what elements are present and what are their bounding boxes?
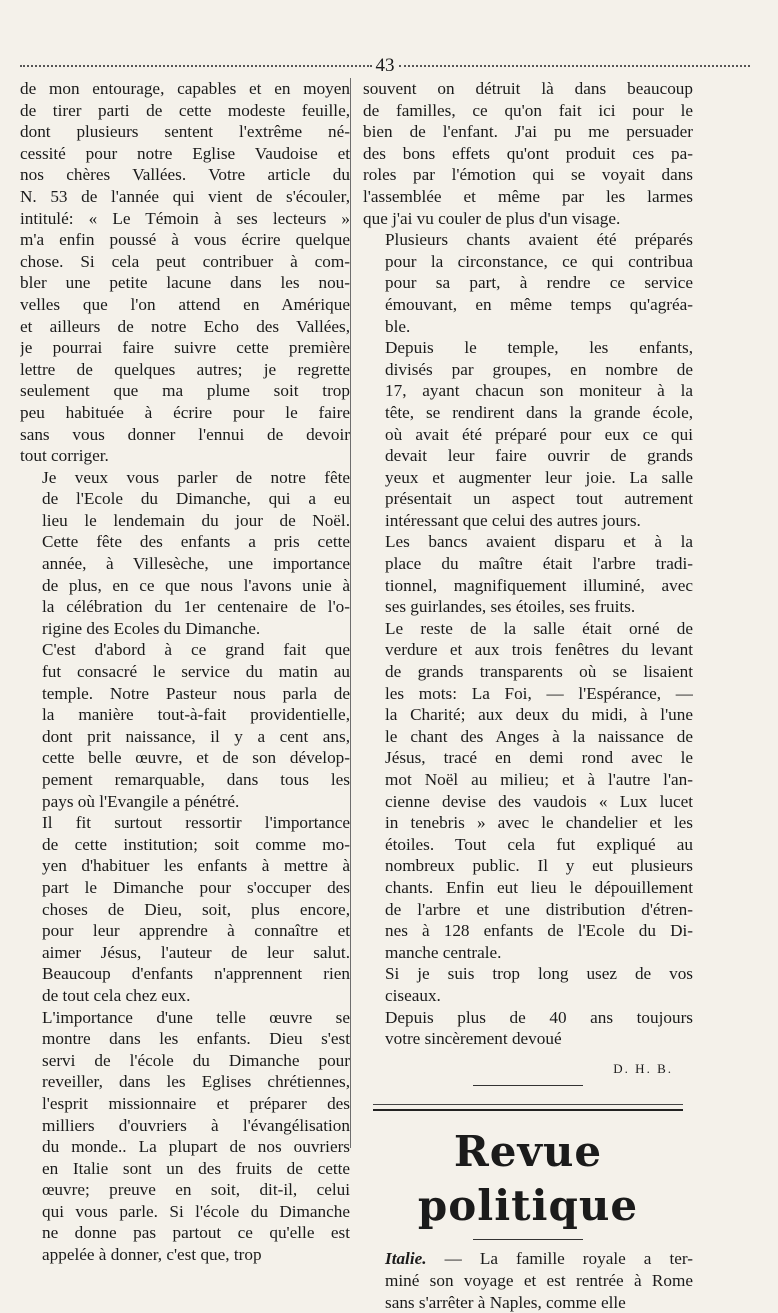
text-line: appelée à donner, c'est que, trop — [20, 1244, 350, 1266]
text-line: des bons effets qu'ont produit ces pa- — [363, 143, 693, 165]
text-line: pour leur apprendre à connaître et — [20, 920, 350, 942]
text-line: divisés par groupes, en nombre de — [363, 359, 693, 381]
text-line: in tenebris » avec le chandelier et les — [363, 812, 693, 834]
text-line: de tirer parti de cette modeste feuille, — [20, 100, 350, 122]
text-line: de mon entourage, capables et en moyen — [20, 78, 350, 100]
short-rule — [473, 1085, 583, 1086]
text-line: ne donne pas partout ce qu'elle est — [20, 1222, 350, 1244]
text-line: reveiller, dans les Eglises chrétiennes, — [20, 1071, 350, 1093]
text-line: chants. Enfin eut lieu le dépouillement — [363, 877, 693, 899]
text-line: mot Noël au milieu; et à l'autre l'an- — [363, 769, 693, 791]
text-line: de l'arbre et une distribution d'étren- — [363, 899, 693, 921]
text-line: chose. Si cela peut contribuer à com- — [20, 251, 350, 273]
paragraph — [363, 1248, 693, 1313]
section-rule — [373, 1104, 683, 1111]
politics-article — [363, 1248, 693, 1313]
text-line: la manière tout-à-fait providentielle, — [20, 704, 350, 726]
signature: D. H. B. — [363, 1058, 673, 1080]
text-line: intéressant que celui des autres jours. — [363, 510, 693, 532]
text-line: lettre de quelques autres; je regrette — [20, 359, 350, 381]
text-line: montre dans les enfants. Dieu s'est — [20, 1028, 350, 1050]
text-line: je pourrai faire suivre cette première — [20, 337, 350, 359]
text-line: L'importance d'une telle œuvre se — [20, 1007, 350, 1029]
title-underline — [473, 1239, 583, 1240]
text-line: Plusieurs chants avaient été préparés — [363, 229, 693, 251]
section-title: Revue politique — [363, 1125, 693, 1233]
text-line: yeux et augmenter leur joie. La salle — [363, 467, 693, 489]
paragraph — [20, 812, 350, 1006]
paragraph — [363, 618, 693, 964]
header-rule-left — [20, 65, 372, 67]
text-line: seulement que ma plume soit trop — [20, 380, 350, 402]
paragraph — [363, 1007, 693, 1050]
text-line: bler une petite lacune dans les nou- — [20, 272, 350, 294]
text-line: étoiles. Tout cela fut expliqué au — [363, 834, 693, 856]
text-line: Jésus, tracé en demi rond avec le — [363, 747, 693, 769]
text-line: rigine des Ecoles du Dimanche. — [20, 618, 350, 640]
text-line: ciseaux. — [363, 985, 693, 1007]
text-line: émouvant, en même temps qu'agréa- — [363, 294, 693, 316]
text-line: la Charité; aux deux du midi, à l'une — [363, 704, 693, 726]
paragraph — [363, 337, 693, 531]
text-line: pays où l'Evangile a pénétré. — [20, 791, 350, 813]
text-line: N. 53 de l'année qui vient de s'écouler, — [20, 186, 350, 208]
text-line: présentait un aspect tout autrement — [363, 488, 693, 510]
text-line: lieu le lendemain du jour de Noël. — [20, 510, 350, 532]
text-line: tionnel, magnifiquement illuminé, avec — [363, 575, 693, 597]
text-line: de cette institution; soit comme mo- — [20, 834, 350, 856]
text-line: milliers d'ouvriers à l'évangélisation — [20, 1115, 350, 1137]
paragraph — [363, 963, 693, 1006]
paragraph — [20, 1007, 350, 1266]
text-line: cienne devise des vaudois « Lux lucet — [363, 791, 693, 813]
text-line: nes à 128 enfants de l'Ecole du Di- — [363, 920, 693, 942]
text-line: dont plusieurs sentent l'extrême né- — [20, 121, 350, 143]
left-column — [20, 78, 350, 1266]
text-line: sans s'arrêter à Naples, comme elle — [363, 1292, 693, 1313]
text-line: manche centrale. — [363, 942, 693, 964]
text-line: roles par l'émotion qui se voyait dans — [363, 164, 693, 186]
text-line: miné son voyage et est rentrée à Rome — [363, 1270, 693, 1292]
paragraph — [20, 467, 350, 640]
paragraph — [20, 78, 350, 467]
text-line: l'assemblée et même par les larmes — [363, 186, 693, 208]
text-line: de plus, en ce que nous l'avons unie à — [20, 575, 350, 597]
text-line: m'a enfin poussé à vous écrire quelque — [20, 229, 350, 251]
text-line: Il fit surtout ressortir l'importance — [20, 812, 350, 834]
column-separator — [350, 78, 351, 1148]
text-line: de grands transparents où se lisaient — [363, 661, 693, 683]
text-line: de l'Ecole du Dimanche, qui a eu — [20, 488, 350, 510]
text-line: la célébration du 1er centenaire de l'o- — [20, 596, 350, 618]
text-line: Beaucoup d'enfants n'apprennent rien — [20, 963, 350, 985]
paragraph — [20, 639, 350, 812]
text-line: Je veux vous parler de notre fête — [20, 467, 350, 489]
text-line: sans vous donner l'ennui de devoir — [20, 424, 350, 446]
text-line: œuvre; preuve en soit, dit-il, celui — [20, 1179, 350, 1201]
text-line: du monde.. La plupart de nos ouvriers — [20, 1136, 350, 1158]
text-line: tête, se rendirent dans la grande école, — [363, 402, 693, 424]
text-line: l'esprit missionnaire et préparer des — [20, 1093, 350, 1115]
text-line: de familles, ce qu'on fait ici pour le — [363, 100, 693, 122]
text-line: en Italie sont un des fruits de cette — [20, 1158, 350, 1180]
text-line: Depuis le temple, les enfants, — [363, 337, 693, 359]
text-line: intitulé: « Le Témoin à ses lecteurs » — [20, 208, 350, 230]
text-line: cessité pour notre Eglise Vaudoise et — [20, 143, 350, 165]
text-line: pement remarquable, dans tous les — [20, 769, 350, 791]
text-line: dont prit naissance, il y a cent ans, — [20, 726, 350, 748]
text-line: nombreux public. Il y eut plusieurs — [363, 855, 693, 877]
text-line: C'est d'abord à ce grand fait que — [20, 639, 350, 661]
header-rule-right — [399, 65, 751, 67]
text-line: Cette fête des enfants a pris cette — [20, 531, 350, 553]
text-line: de tout cela chez eux. — [20, 985, 350, 1007]
text-line: pour la circonstance, ce qui contribua — [363, 251, 693, 273]
country-label: Italie. — [385, 1249, 427, 1268]
text-line: nos chères Vallées. Votre article du — [20, 164, 350, 186]
letter-continuation — [363, 78, 693, 1050]
text-fragment: — La famille royale a ter- — [427, 1249, 693, 1268]
text-line: année, à Villesèche, une importance — [20, 553, 350, 575]
text-line: bien de l'enfant. J'ai pu me persuader — [363, 121, 693, 143]
text-line: que j'ai vu couler de plus d'un visage. — [363, 208, 693, 230]
text-line: Les bancs avaient disparu et à la — [363, 531, 693, 553]
text-line: souvent on détruit là dans beaucoup — [363, 78, 693, 100]
right-column — [363, 78, 693, 1313]
text-line: verdure et aux trois fenêtres du levant — [363, 639, 693, 661]
text-line: temple. Notre Pasteur nous parla de — [20, 683, 350, 705]
text-line: et ailleurs de notre Echo des Vallées, — [20, 316, 350, 338]
text-line: Depuis plus de 40 ans toujours — [363, 1007, 693, 1029]
text-line: ble. — [363, 316, 693, 338]
text-line: part le Dimanche pour s'occuper des — [20, 877, 350, 899]
text-line: qui vous parle. Si l'école du Dimanche — [20, 1201, 350, 1223]
text-line: devait leur faire ouvrir de grands — [363, 445, 693, 467]
text-line — [363, 1248, 693, 1270]
text-line: où avait été préparé pour eux ce qui — [363, 424, 693, 446]
text-line: choses de Dieu, soit, plus encore, — [20, 899, 350, 921]
paragraph — [363, 78, 693, 229]
text-line: votre sincèrement devoué — [363, 1028, 693, 1050]
text-line: Le reste de la salle était orné de — [363, 618, 693, 640]
text-line: Si je suis trop long usez de vos — [363, 963, 693, 985]
text-line: servi de l'école du Dimanche pour — [20, 1050, 350, 1072]
text-line: cette belle œuvre, et de son dévelop- — [20, 747, 350, 769]
page-header — [20, 54, 750, 76]
text-line: ses guirlandes, ses étoiles, ses fruits. — [363, 596, 693, 618]
paragraph — [363, 229, 693, 337]
text-line: aimer Jésus, l'auteur de leur salut. — [20, 942, 350, 964]
text-line: peu habituée à écrire pour le faire — [20, 402, 350, 424]
text-line: velles que l'on attend en Amérique — [20, 294, 350, 316]
text-line: fut consacré le service du matin au — [20, 661, 350, 683]
paragraph — [363, 531, 693, 617]
text-line: le chant des Anges à la naissance de — [363, 726, 693, 748]
text-line: yen d'habituer les enfants à mettre à — [20, 855, 350, 877]
text-line: pour sa part, à rendre ce service — [363, 272, 693, 294]
page-number: 43 — [372, 56, 399, 75]
text-line: les mots: La Foi, — l'Espérance, — — [363, 683, 693, 705]
text-line: 17, ayant chacun son moniteur à la — [363, 380, 693, 402]
text-line: place du maître était l'arbre tradi- — [363, 553, 693, 575]
text-line: tout corriger. — [20, 445, 350, 467]
